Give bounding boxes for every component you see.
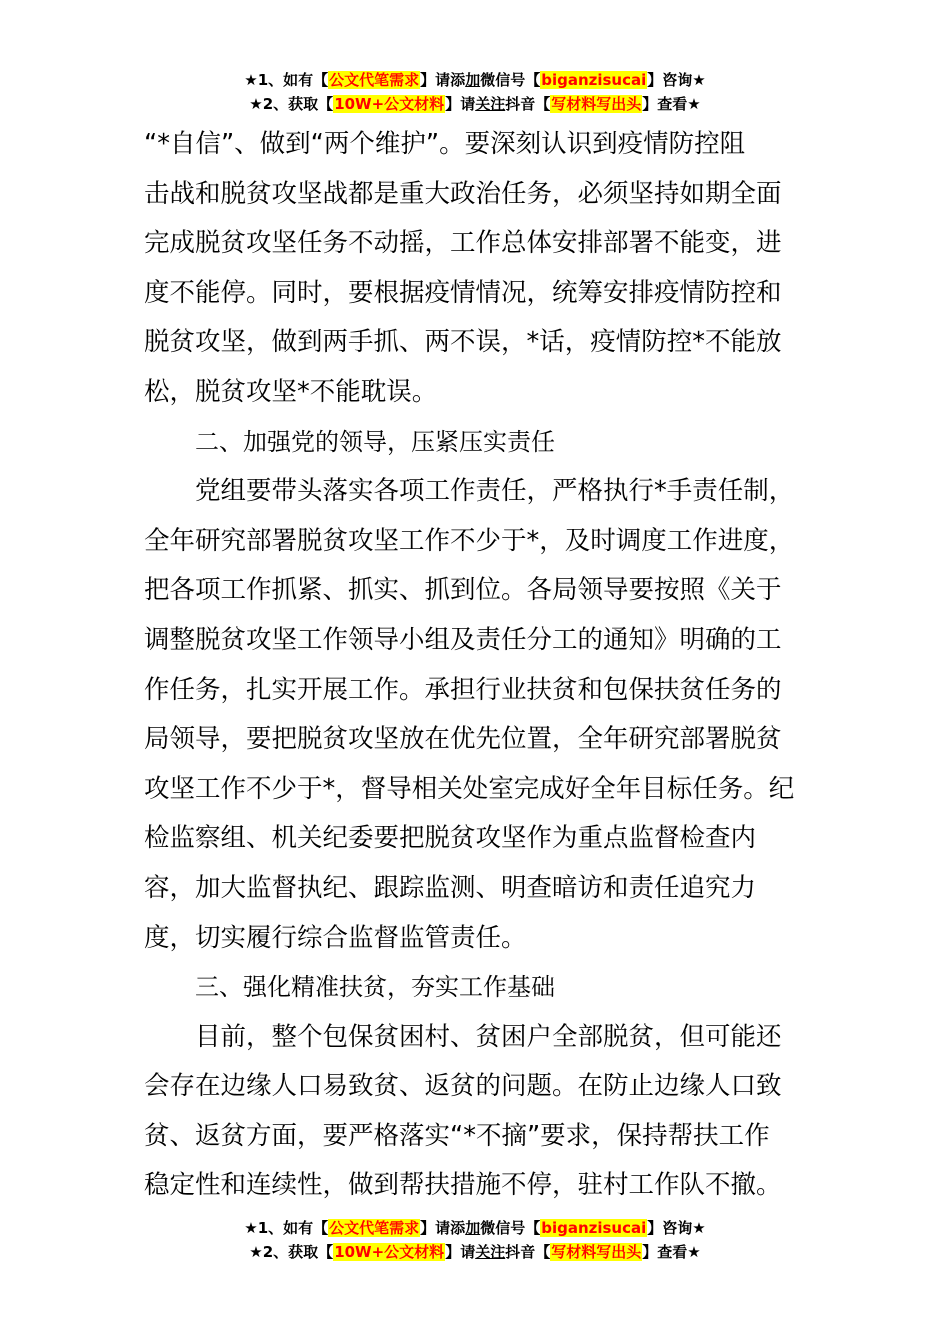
body-line: 完成脱贫攻坚任务不动摇，工作总体安排部署不能变，进 xyxy=(144,228,782,259)
body-line: 会存在边缘人口易致贫、返贫的问题。在防止边缘人口致 xyxy=(144,1071,782,1102)
promo-highlight: 10W+公文材料 xyxy=(334,95,445,113)
promo-text: 】咨询★ xyxy=(647,1219,706,1237)
promo-text: 】查看★ xyxy=(642,95,701,113)
body-line: 目前，整个包保贫困村、贫困户全部脱贫，但可能还 xyxy=(195,1021,782,1052)
promo-text: ★2、获取【 xyxy=(249,95,334,113)
body-line: 局领导，要把脱贫攻坚放在优先位置，全年研究部署脱贫 xyxy=(144,724,782,755)
promo-text: 抖音【 xyxy=(505,95,551,113)
promo-text: 抖音【 xyxy=(505,1243,551,1261)
promo-text: 】查看★ xyxy=(642,1243,701,1261)
footer-promo-banner xyxy=(0,1216,950,1264)
promo-text: 】请添 xyxy=(420,1219,466,1237)
promo-highlight: 10W+公文材料 xyxy=(334,1243,445,1261)
promo-douyin-id: 写材料写出头 xyxy=(551,95,642,113)
promo-text: ★2、获取【 xyxy=(249,1243,334,1261)
body-line: 全年研究部署脱贫攻坚工作不少于*，及时调度工作进度， xyxy=(144,525,795,556)
body-line: 作任务，扎实开展工作。承担行业扶贫和包保扶贫任务的 xyxy=(144,674,782,705)
promo-text: 】请 xyxy=(445,95,476,113)
body-line: 党组要带头落实各项工作责任，严格执行*手责任制， xyxy=(195,476,795,507)
promo-text: 微信号【 xyxy=(480,71,541,89)
body-line: 贫、返贫方面，要严格落实“*不摘”要求，保持帮扶工作 xyxy=(144,1120,770,1151)
document-body xyxy=(144,120,809,1211)
header-promo-banner xyxy=(0,68,950,116)
promo-wechat-id: biganzisucai xyxy=(541,1219,647,1237)
promo-douyin-id: 写材料写出头 xyxy=(551,1243,642,1261)
promo-highlight: 公文代笔需求 xyxy=(329,71,420,89)
promo-line-2 xyxy=(0,1240,950,1264)
promo-underline: 加 xyxy=(465,71,481,89)
promo-highlight: 公文代笔需求 xyxy=(329,1219,420,1237)
section-heading: 二、加强党的领导，压紧压实责任 xyxy=(195,427,555,456)
promo-line-1 xyxy=(0,1216,950,1240)
promo-line-1 xyxy=(0,68,950,92)
promo-line-2 xyxy=(0,92,950,116)
body-line: 稳定性和连续性，做到帮扶措施不停，驻村工作队不撤。 xyxy=(144,1170,782,1201)
promo-underline: 关注 xyxy=(475,95,506,113)
promo-underline: 关注 xyxy=(475,1243,506,1261)
body-line: 度，切实履行综合监督监管责任。 xyxy=(144,922,527,953)
promo-wechat-id: biganzisucai xyxy=(541,71,647,89)
body-line: 度不能停。同时，要根据疫情情况，统筹安排疫情防控和 xyxy=(144,277,782,308)
promo-text: ★1、如有【 xyxy=(244,71,329,89)
promo-underline: 加 xyxy=(465,1219,481,1237)
promo-text: 】请添 xyxy=(420,71,466,89)
body-line: 把各项工作抓紧、抓实、抓到位。各局领导要按照《关于 xyxy=(144,575,782,606)
promo-text: 微信号【 xyxy=(480,1219,541,1237)
promo-text: ★1、如有【 xyxy=(244,1219,329,1237)
promo-text: 】请 xyxy=(445,1243,476,1261)
body-line: 攻坚工作不少于*，督导相关处室完成好全年目标任务。纪 xyxy=(144,773,795,804)
section-heading: 三、强化精准扶贫，夯实工作基础 xyxy=(195,973,555,1002)
body-line: 松，脱贫攻坚*不能耽误。 xyxy=(144,376,438,407)
body-line: “*自信”、做到“两个维护”。要深刻认识到疫情防控阻 xyxy=(144,129,746,159)
body-line: 容，加大监督执纪、跟踪监测、明查暗访和责任追究力 xyxy=(144,872,757,903)
body-line: 击战和脱贫攻坚战都是重大政治任务，必须坚持如期全面 xyxy=(144,178,782,209)
body-line: 检监察组、机关纪委要把脱贫攻坚作为重点监督检查内 xyxy=(144,823,757,854)
body-line: 脱贫攻坚，做到两手抓、两不误，*话，疫情防控*不能放 xyxy=(144,327,782,358)
body-line: 调整脱贫攻坚工作领导小组及责任分工的通知》明确的工 xyxy=(144,624,782,655)
promo-text: 】咨询★ xyxy=(647,71,706,89)
